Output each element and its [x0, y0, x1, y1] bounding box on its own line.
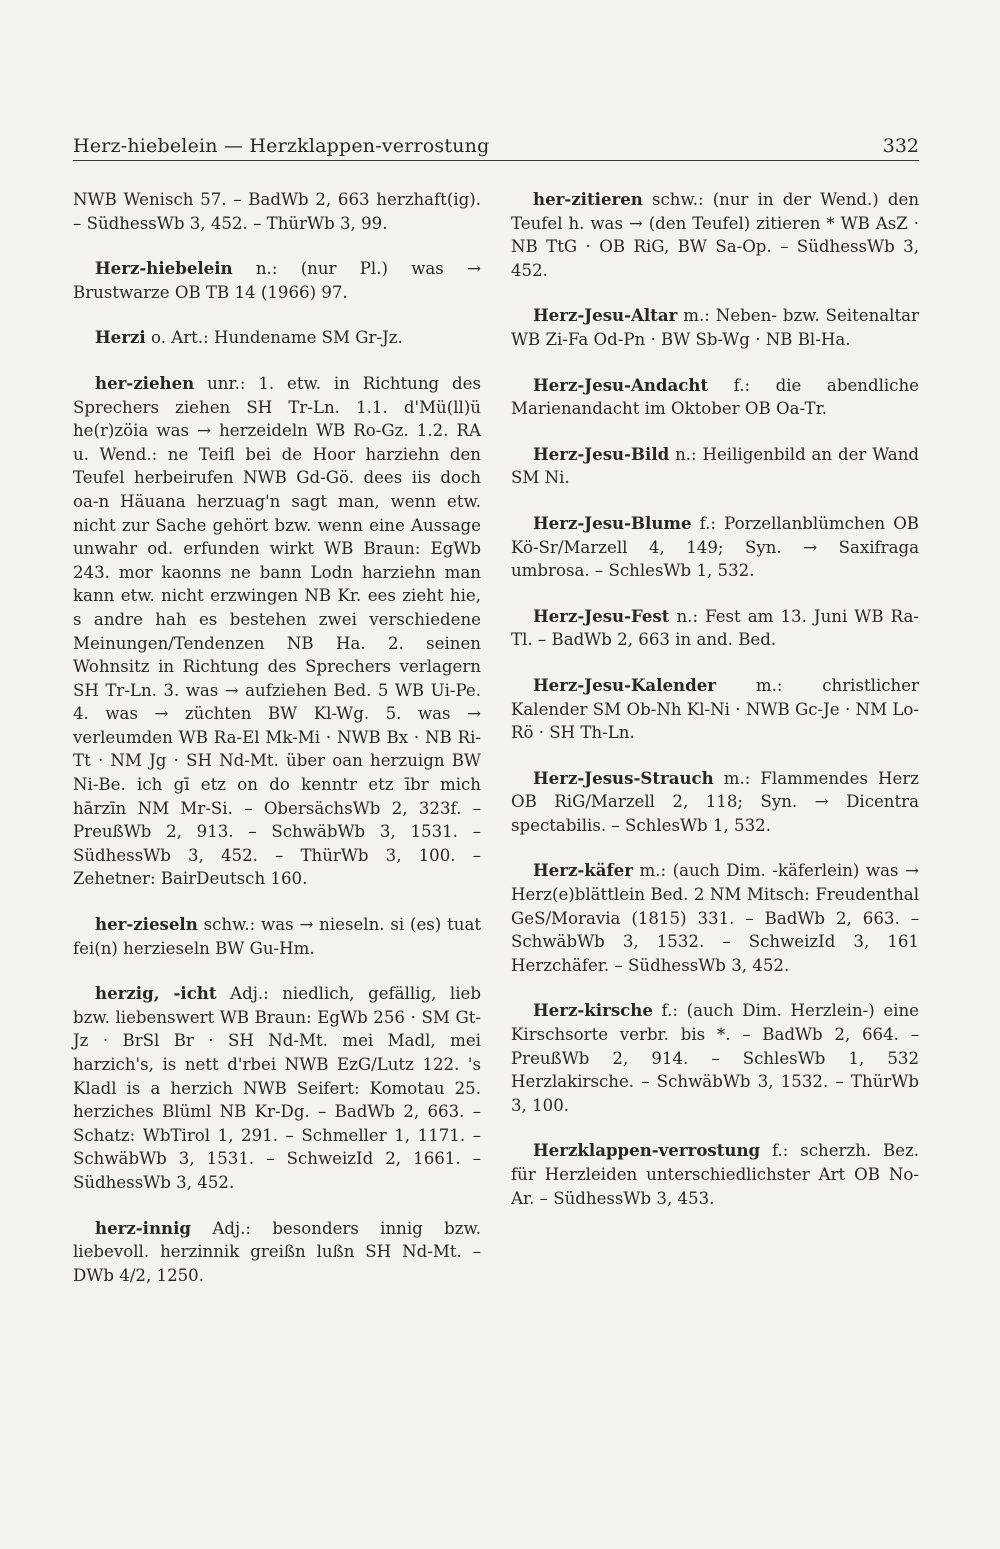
entry-lemma: Herz-hiebelein: [95, 258, 233, 279]
dictionary-entry: [73, 1217, 481, 1288]
entry-lemma: herzig, -icht: [95, 983, 217, 1004]
entry-lemma: Herz-Jesu-Blume: [533, 512, 692, 533]
dictionary-entry: [511, 674, 919, 745]
entry-text: f.: scherzh. Bez. für Herzleiden unterschiedlichster Art OB No-Ar. – SüdhessWb 3, 453.: [511, 1141, 919, 1208]
entry-text: n.: Heiligenbild an der Wand SM Ni.: [511, 444, 920, 488]
entry-lemma: Herz-Jesu-Andacht: [533, 374, 709, 395]
entry-lemma: Herzklappen-verrostung: [533, 1140, 761, 1161]
entry-text: f.: Porzellanblümchen OB Kö-Sr/Marzell 4, 149; Syn. → Saxifraga umbrosa. – SchlesWb 1, 532.: [511, 513, 919, 581]
entry-text: m.: Neben- bzw. Seitenaltar WB Zi-Fa Od-Pn · BW Sb-Wg · NB Bl-Ha.: [511, 306, 919, 349]
right-column: [511, 188, 919, 1232]
entry-text: o. Art.: Hundename SM Gr-Jz.: [151, 328, 403, 348]
entry-text: m.: (auch Dim. -käferlein) was → Herz(e)blättlein Bed. 2 NM Mitsch: Freudenthal GeS/Moravia (1815) 331. – BadWb 2, 663. – SchwäbWb 3, 1532. – SchweizId 3, 161 Herzchäfer. – SüdhessWb 3, 452.: [511, 861, 919, 975]
dictionary-entry: [511, 999, 919, 1117]
entry-lemma: her-zitieren: [533, 189, 643, 209]
dictionary-entry: [511, 374, 919, 421]
entry-lemma: Herz-Jesu-Bild: [533, 443, 670, 464]
entry-text: n.: Fest am 13. Juni WB Ra-Tl. – BadWb 2, 663 in and. Bed.: [511, 606, 919, 650]
dictionary-entry: [511, 1139, 919, 1210]
entry-text: schw.: (nur in der Wend.) den Teufel h. was → (den Teufel) zitieren * WB AsZ · NB TtG · OB RiG, BW Sa-Op. – SüdhessWb 3, 452.: [511, 190, 920, 280]
running-head-title: Herz-hiebelein — Herzklappen-verrostung: [73, 135, 490, 157]
entry-lemma: Herz-Jesu-Fest: [533, 605, 670, 626]
entry-text: schw.: was → nieseln. si (es) tuat fei(n) herzieseln BW Gu-Hm.: [73, 915, 482, 958]
entry-text: NWB Wenisch 57. – BadWb 2, 663 herzhaft(ig). – SüdhessWb 3, 452. – ThürWb 3, 99.: [73, 190, 481, 233]
dictionary-entry: [511, 188, 919, 282]
entry-lemma: herz-innig: [95, 1217, 192, 1238]
dictionary-entry: [511, 605, 919, 652]
entry-lemma: Herz-käfer: [533, 860, 633, 881]
entry-text: Adj.: niedlich, gefällig, lieb bzw. liebenswert WB Braun: EgWb 256 · SM Gt-Jz · BrSl Br · SH Nd-Mt. mei Madl, mei harzich's, is nett d'rbei NWB EzG/Lutz 122. 's Kladl is a herzich NWB Seifert: Komotau 25. herziches Blüml NB Kr-Dg. – BadWb 2, 663. – Schatz: WbTirol 1, 291. – Schmeller 1, 1171. – SchwäbWb 3, 1531. – SchweizId 2, 1661. – SüdhessWb 3, 452.: [73, 984, 481, 1192]
dictionary-entry: [511, 443, 919, 490]
page-number: 332: [882, 135, 919, 157]
entry-lemma: Herz-Jesu-Altar: [533, 305, 678, 326]
dictionary-entry: [73, 982, 481, 1194]
entry-lemma: her-zieseln: [95, 914, 198, 935]
entry-text: unr.: 1. etw. in Richtung des Sprechers ziehen SH Tr-Ln. 1.1. d'Mü(ll)ü he(r)zöia was → herzeideln WB Ro-Gz. 1.2. RA u. Wend.: ne Teifl bei de Hoor harziehn den Teufel herbeirufen NWB Gd-Gö. dees iis doch oa-n Häuana herzuag'n sagt man, wenn etw. nicht zur Sache gehört bzw. wenn eine Aussage unwahr od. erfunden wirkt WB Braun: EgWb 243. mor kaonns ne bann Lodn harziehn man kann etw. nicht erzwingen NB Kr. ees zieht hie, s andre hah es bestehen zwei verschiedene Meinungen/Tendenzen NB Ha. 2. seinen Wohnsitz in Richtung des Sprechers verlagern SH Tr-Ln. 3. was → aufziehen Bed. 5 WB Ui-Pe. 4. was → züchten BW Kl-Wg. 5. was → verleumden WB Ra-El Mk-Mi · NWB Bx · NB Ri-Tt · NM Jg · SH Nd-Mt. über oan herzuign BW Ni-Be. ich gī etz on do kenntr etz ībr mich hārzīn NM Mr-Si. – ObersächsWb 2, 323f. – PreußWb 2, 913. – SchwäbWb 3, 1531. – SüdhessWb 3, 452. – ThürWb 3, 100. – Zehetner: BairDeutsch 160.: [73, 373, 482, 889]
entry-lemma: Herz-Jesu-Kalender: [533, 674, 716, 695]
entry-text: m.: christlicher Kalender SM Ob-Nh Kl-Ni · NWB Gc-Je · NM Lo-Rö · SH Th-Ln.: [511, 675, 919, 743]
left-column: [73, 188, 481, 1309]
dictionary-entry: [73, 372, 481, 891]
entry-text: f.: die abendliche Marienandacht im Oktober OB Oa-Tr.: [511, 375, 919, 419]
entry-lemma: Herz-kirsche: [533, 1000, 653, 1021]
dictionary-entry: [73, 257, 481, 304]
entry-text: Adj.: besonders innig bzw. liebevoll. herzinnik greißn lußn SH Nd-Mt. – DWb 4/2, 1250.: [73, 1218, 481, 1285]
entry-text: n.: (nur Pl.) was → Brustwarze OB TB 14 (1966) 97.: [73, 259, 481, 302]
dictionary-entry: [511, 304, 919, 351]
dictionary-entry: [511, 767, 919, 838]
entry-lemma: her-ziehen: [95, 372, 195, 393]
dictionary-entry: [73, 913, 481, 960]
dictionary-entry: [511, 512, 919, 583]
entry-lemma: Herzi: [95, 327, 146, 348]
entry-text: f.: (auch Dim. Herzlein-) eine Kirschsorte verbr. bis *. – BadWb 2, 664. – PreußWb 2, 914. – SchlesWb 1, 532 Herzlakirsche. – SchwäbWb 3, 1532. – ThürWb 3, 100.: [511, 1001, 919, 1115]
dictionary-entry: [511, 859, 919, 977]
running-head: [73, 135, 919, 161]
entry-lemma: Herz-Jesus-Strauch: [533, 767, 714, 788]
entry-text: m.: Flammendes Herz OB RiG/Marzell 2, 118; Syn. → Dicentra spectabilis. – SchlesWb 1, 532.: [511, 768, 920, 835]
dictionary-entry: [73, 188, 481, 235]
dictionary-entry: [73, 326, 481, 350]
